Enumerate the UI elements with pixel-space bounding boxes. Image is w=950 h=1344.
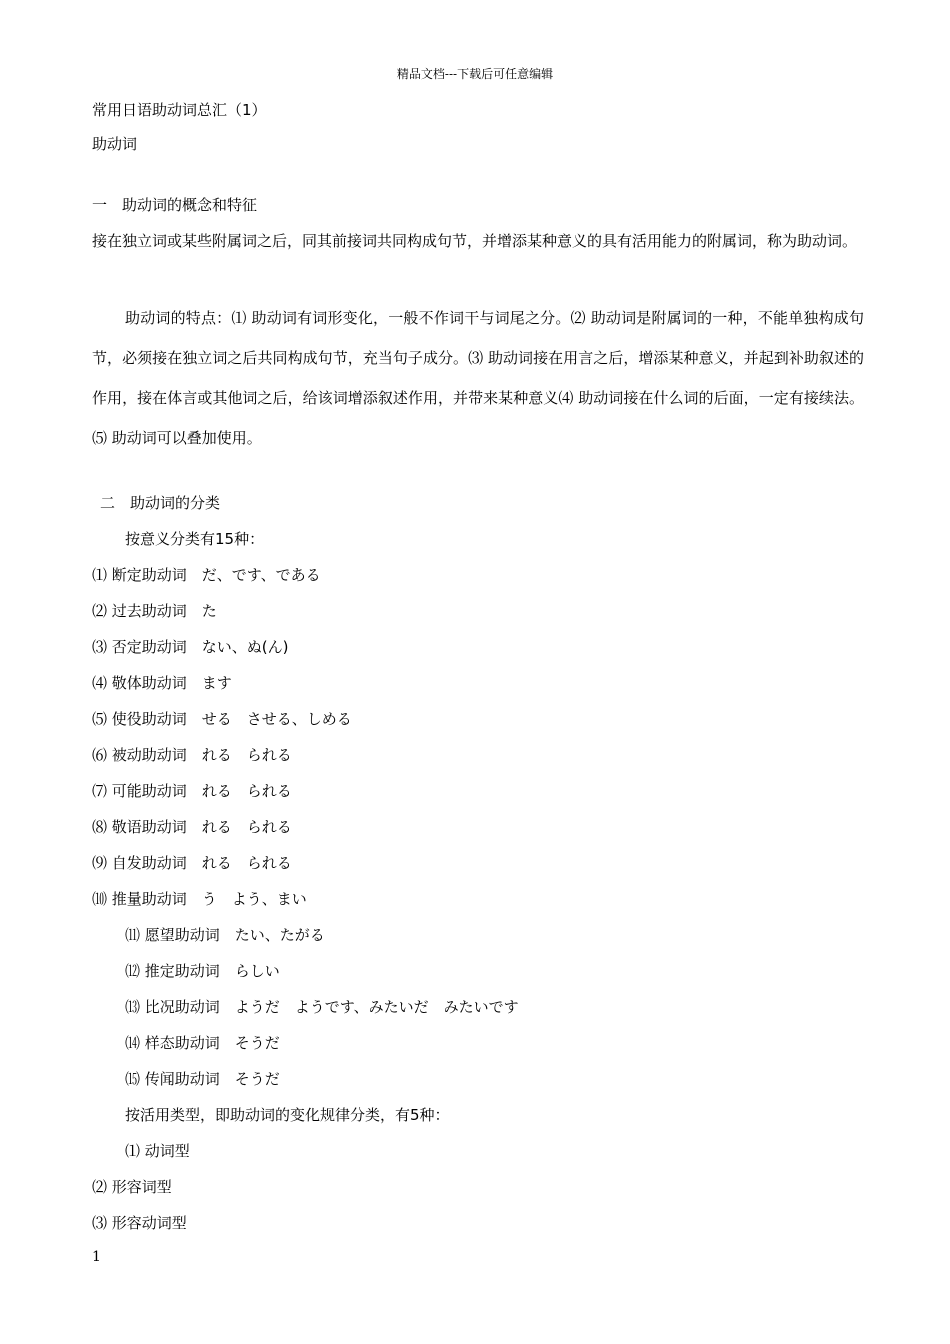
list-item: ⑷ 敬体助动词 ます <box>92 674 232 692</box>
by-meaning-intro: 按意义分类有15种： <box>125 530 265 548</box>
section-heading-classification: 二 助动词的分类 <box>100 494 221 512</box>
page-header: 精品文档---下载后可任意编辑 <box>396 67 554 81</box>
list-item: ⑶ 形容动词型 <box>92 1214 187 1232</box>
list-item: ⑻ 敬语助动词 れる られる <box>92 818 292 836</box>
by-conjugation-intro: 按活用类型，即助动词的变化规律分类，有5种： <box>125 1106 450 1124</box>
list-item: ⒁ 样态助动词 そうだ <box>125 1034 280 1052</box>
list-item: ⑼ 自发助动词 れる られる <box>92 854 292 872</box>
list-item: ⒂ 传闻助动词 そうだ <box>125 1070 280 1088</box>
document-subtitle: 助动词 <box>92 135 138 153</box>
section-heading-concept: 一 助动词的概念和特征 <box>92 196 258 214</box>
list-item: ⑵ 形容词型 <box>92 1178 172 1196</box>
list-item: ⒀ 比况助动词 ようだ ようです、みたいだ みたいです <box>125 998 519 1016</box>
list-item: ⑽ 推量助动词 う よう、まい <box>92 890 307 908</box>
list-item: ⑺ 可能助动词 れる られる <box>92 782 292 800</box>
definition-paragraph: 接在独立词或某些附属词之后，同其前接词共同构成句节，并增添某种意义的具有活用能力的附属词，称为助动词。 <box>92 232 858 250</box>
list-item: ⑴ 动词型 <box>125 1142 190 1160</box>
page-number: 1 <box>92 1249 101 1265</box>
list-item: ⑾ 愿望助动词 たい、たがる <box>125 926 325 944</box>
list-item: ⑿ 推定助动词 らしい <box>125 962 280 980</box>
list-item: ⑶ 否定助动词 ない、ぬ(ん) <box>92 638 289 656</box>
list-item: ⑹ 被动助动词 れる られる <box>92 746 292 764</box>
list-item: ⑴ 断定助动词 だ、です、である <box>92 566 321 584</box>
features-paragraph: 助动词的特点：⑴ 助动词有词形变化，一般不作词干与词尾之分。⑵ 助动词是附属词的一种，不能单独构成句节，必须接在独立词之后共同构成句节，充当句子成分。⑶ 助动词接在用言之后，增添某种意义，并起到补助叙述的作用，接在体言或其他词之后，给该词增添叙述作用，并带来某种意义⑷ 助动词接在什么词的后面，一定有接续法。⑸ 助动词可以叠加使用。 <box>92 309 864 447</box>
document-title: 常用日语助动词总汇（1） <box>92 101 267 119</box>
list-item: ⑵ 过去助动词 た <box>92 602 217 620</box>
list-item: ⑸ 使役助动词 せる させる、しめる <box>92 710 352 728</box>
